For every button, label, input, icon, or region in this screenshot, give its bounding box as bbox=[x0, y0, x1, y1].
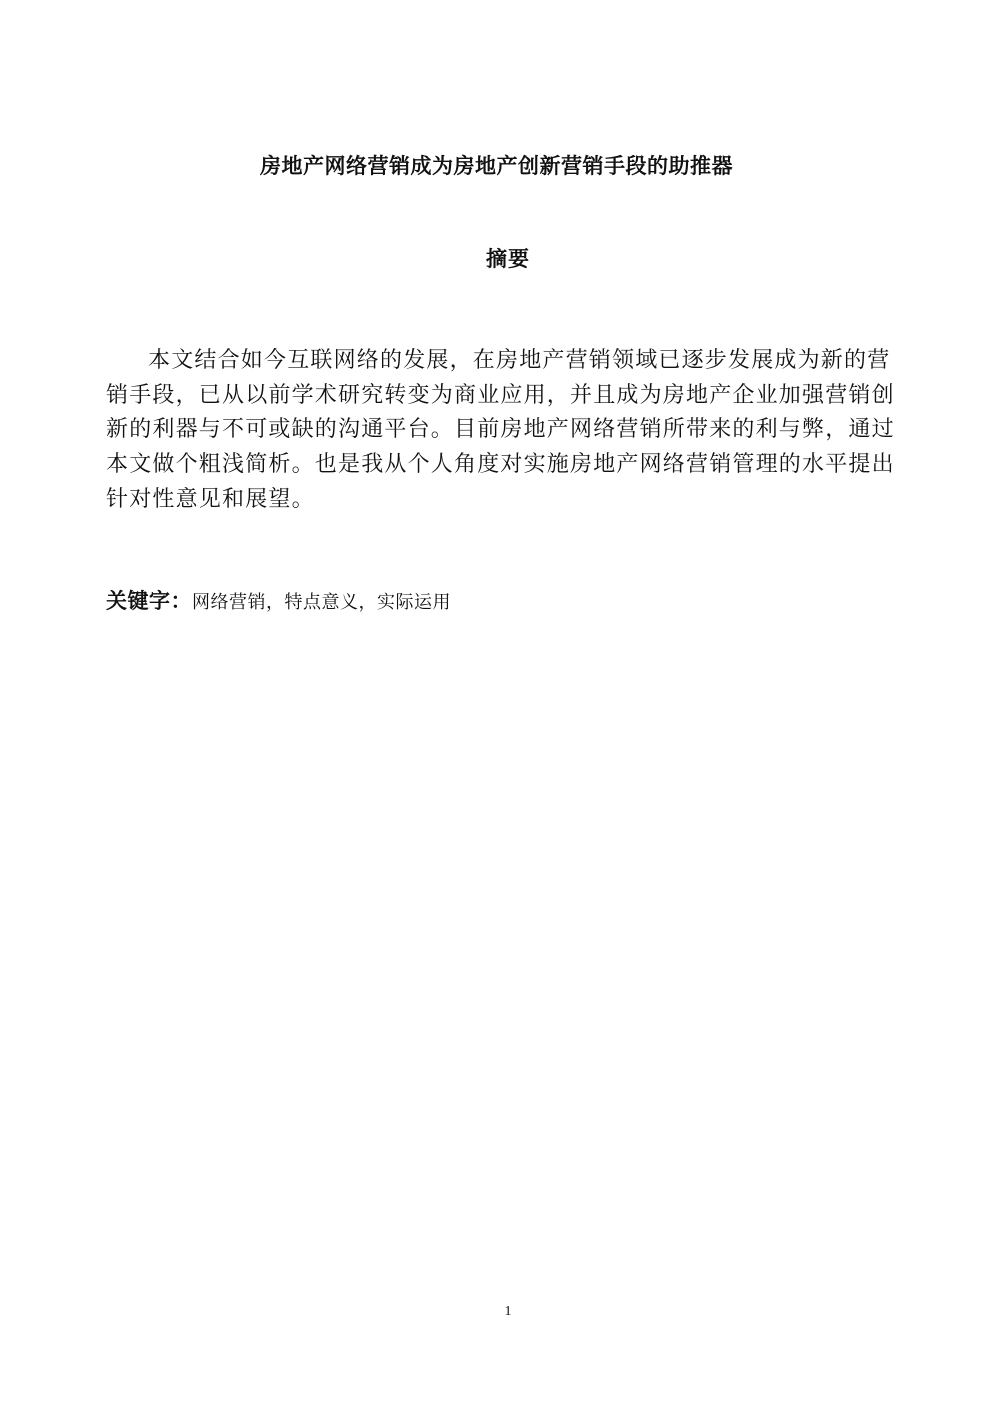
keywords-label: 关键字： bbox=[106, 588, 192, 613]
abstract-line: 本文结合如今互联网络的发展，在房地产营销领域已逐步发展成为新的营 bbox=[148, 348, 891, 373]
abstract-line: 销手段，已从以前学术研究转变为商业应用，并且成为房地产企业加强营销创 bbox=[106, 382, 895, 408]
abstract-line: 针对性意见和展望。 bbox=[106, 486, 315, 512]
abstract-heading: 摘要 bbox=[486, 246, 530, 271]
page-number: 1 bbox=[504, 1304, 512, 1319]
keywords-values: 网络营销，特点意义，实际运用 bbox=[192, 592, 451, 613]
abstract-body bbox=[106, 344, 895, 518]
keywords-line bbox=[106, 585, 451, 615]
document-title: 房地产网络营销成为房地产创新营销手段的助推器 bbox=[260, 153, 733, 178]
abstract-line: 新的利器与不可或缺的沟通平台。目前房地产网络营销所带来的利与弊，通过 bbox=[106, 417, 895, 443]
abstract-line: 本文做个粗浅简析。也是我从个人角度对实施房地产网络营销管理的水平提出 bbox=[106, 452, 895, 478]
